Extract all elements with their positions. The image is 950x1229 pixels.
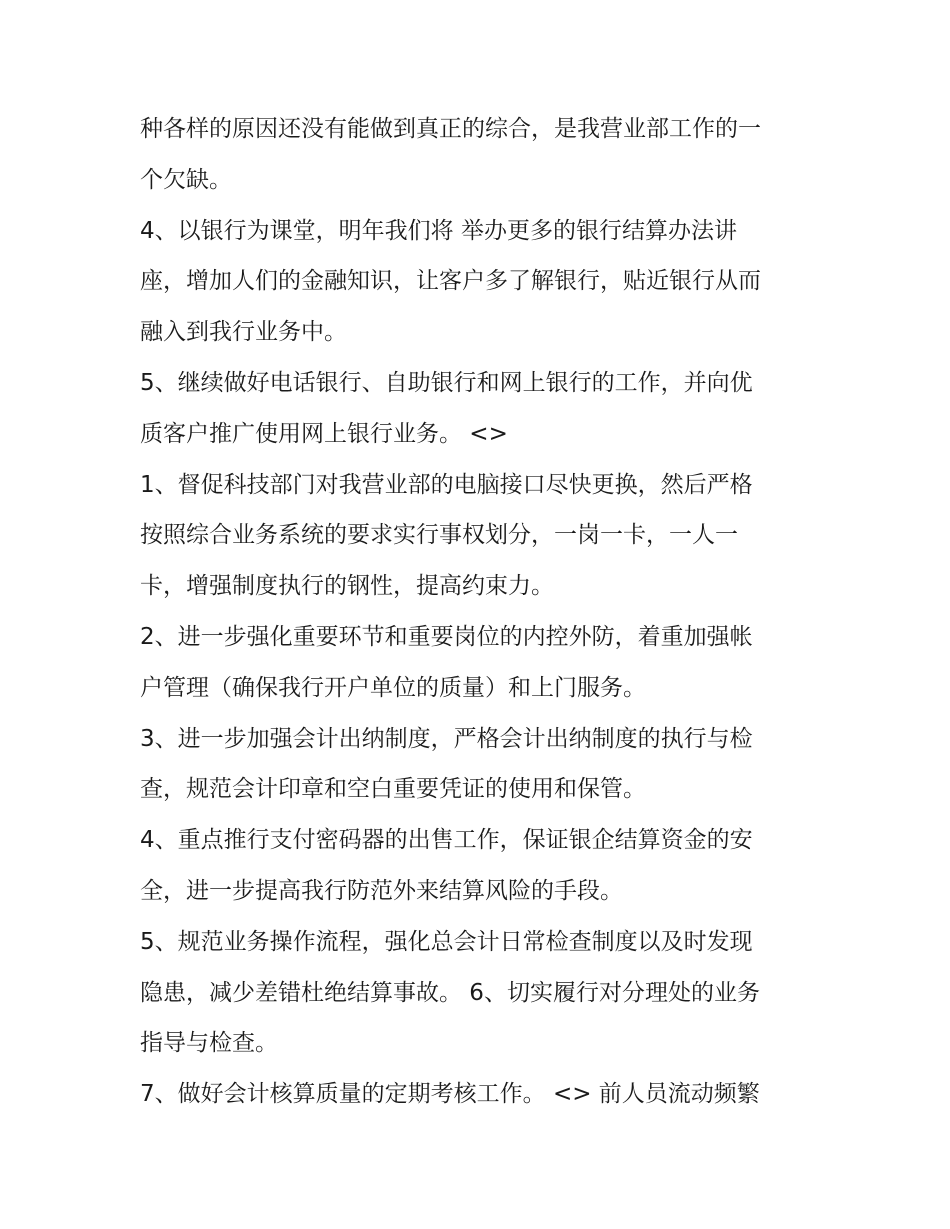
text-line: 3、进一步加强会计出纳制度，严格会计出纳制度的执行与检	[140, 725, 753, 752]
text-line: 7、做好会计核算质量的定期考核工作。 <> 前人员流动频繁	[140, 1081, 760, 1108]
text-line: 质客户推广使用网上银行业务。 <>	[140, 420, 508, 447]
text-line: 卡，增强制度执行的钢性，提高约束力。	[140, 573, 554, 600]
text-line: 2、进一步强化重要环节和重要岗位的内控外防，着重加强帐	[140, 623, 753, 650]
text-line: 座，增加人们的金融知识，让客户多了解银行，贴近银行从而	[140, 268, 761, 295]
text-line: 个欠缺。	[140, 166, 232, 193]
text-line: 指导与检查。	[140, 1030, 278, 1057]
text-line: 户管理（确保我行开户单位的质量）和上门服务。	[140, 674, 646, 701]
text-line: 种各样的原因还没有能做到真正的综合，是我营业部工作的一	[140, 116, 761, 142]
text-line: 4、重点推行支付密码器的出售工作，保证银企结算资金的安	[140, 827, 753, 854]
text-line: 1、督促科技部门对我营业部的电脑接口尽快更换，然后严格	[140, 471, 753, 498]
text-line: 按照综合业务系统的要求实行事权划分，一岗一卡，一人一	[140, 522, 738, 549]
text-line: 隐患，减少差错杜绝结算事故。 6、切实履行对分理处的业务	[140, 979, 760, 1006]
text-line: 4、以银行为课堂，明年我们将 举办更多的银行结算办法讲	[140, 217, 737, 244]
text-line: 5、规范业务操作流程，强化总会计日常检查制度以及时发现	[140, 928, 753, 955]
text-line: 全，进一步提高我行防范外来结算风险的手段。	[140, 877, 623, 904]
document-body	[140, 104, 820, 1120]
text-line: 融入到我行业务中。	[140, 319, 347, 346]
text-line: 查，规范会计印章和空白重要凭证的使用和保管。	[140, 776, 646, 803]
text-line: 5、继续做好电话银行、自助银行和网上银行的工作，并向优	[140, 369, 753, 396]
